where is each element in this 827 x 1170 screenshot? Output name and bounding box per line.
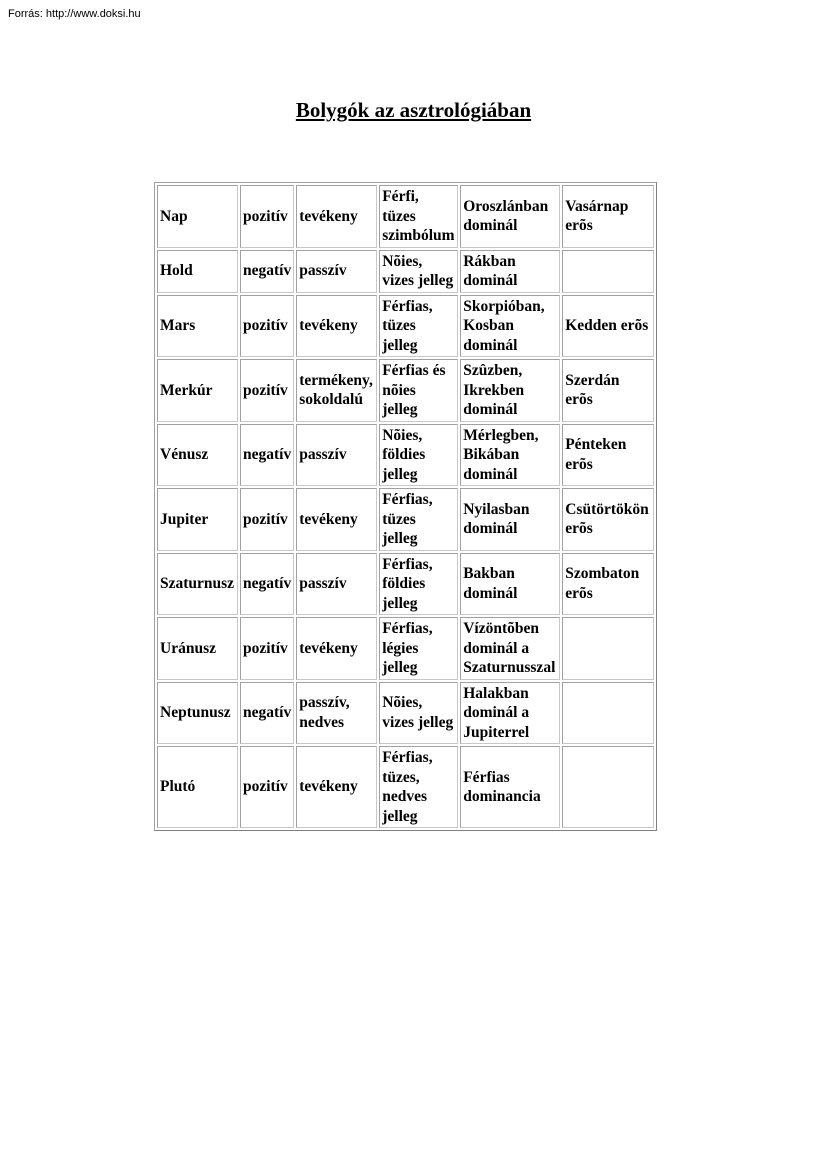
table-row (157, 553, 654, 616)
cell-polarity: pozitív (240, 185, 294, 248)
cell-character: tevékeny (296, 488, 377, 551)
cell-nature: Férfias, földies jelleg (379, 553, 458, 616)
cell-polarity: pozitív (240, 295, 294, 358)
cell-strong-day (562, 682, 654, 745)
cell-strong-day: Csütörtökön erõs (562, 488, 654, 551)
cell-polarity: negatív (240, 553, 294, 616)
cell-planet-name: Vénusz (157, 424, 238, 487)
cell-character: termékeny, sokoldalú (296, 359, 377, 422)
table-row (157, 617, 654, 680)
cell-character: passzív (296, 424, 377, 487)
cell-strong-day: Szombaton erõs (562, 553, 654, 616)
cell-strong-day: Vasárnap erõs (562, 185, 654, 248)
cell-strong-day: Kedden erõs (562, 295, 654, 358)
cell-nature: Férfias, tüzes, nedves jelleg (379, 746, 458, 828)
table-row (157, 359, 654, 422)
cell-strong-day: Szerdán erõs (562, 359, 654, 422)
cell-sign-dominance: Vízöntõben dominál a Szaturnusszal (460, 617, 560, 680)
cell-planet-name: Uránusz (157, 617, 238, 680)
cell-nature: Nõies, vizes jelleg (379, 250, 458, 293)
cell-strong-day: Pénteken erõs (562, 424, 654, 487)
cell-nature: Férfias és nõies jelleg (379, 359, 458, 422)
cell-polarity: pozitív (240, 617, 294, 680)
cell-sign-dominance: Nyilasban dominál (460, 488, 560, 551)
cell-nature: Férfias, légies jelleg (379, 617, 458, 680)
table-row (157, 682, 654, 745)
table-row (157, 746, 654, 828)
cell-polarity: negatív (240, 250, 294, 293)
table-row (157, 488, 654, 551)
cell-polarity: negatív (240, 682, 294, 745)
cell-sign-dominance: Skorpióban, Kosban dominál (460, 295, 560, 358)
cell-character: passzív, nedves (296, 682, 377, 745)
cell-sign-dominance: Szûzben, Ikrekben dominál (460, 359, 560, 422)
table-row (157, 295, 654, 358)
cell-nature: Férfias, tüzes jelleg (379, 488, 458, 551)
cell-sign-dominance: Rákban dominál (460, 250, 560, 293)
cell-character: tevékeny (296, 746, 377, 828)
cell-planet-name: Merkúr (157, 359, 238, 422)
cell-character: tevékeny (296, 295, 377, 358)
planets-table (154, 182, 657, 831)
cell-character: passzív (296, 250, 377, 293)
cell-polarity: negatív (240, 424, 294, 487)
cell-sign-dominance: Oroszlánban dominál (460, 185, 560, 248)
cell-strong-day (562, 617, 654, 680)
cell-planet-name: Mars (157, 295, 238, 358)
page-title: Bolygók az asztrológiában (295, 98, 532, 122)
cell-nature: Férfi, tüzes szimbólum (379, 185, 458, 248)
cell-planet-name: Nap (157, 185, 238, 248)
cell-strong-day (562, 746, 654, 828)
source-attribution: Forrás: http://www.doksi.hu (8, 8, 141, 20)
cell-polarity: pozitív (240, 746, 294, 828)
table-row (157, 250, 654, 293)
planets-table-container (154, 182, 657, 831)
cell-planet-name: Plutó (157, 746, 238, 828)
cell-planet-name: Szaturnusz (157, 553, 238, 616)
table-row (157, 185, 654, 248)
cell-sign-dominance: Férfias dominancia (460, 746, 560, 828)
cell-character: tevékeny (296, 185, 377, 248)
cell-planet-name: Hold (157, 250, 238, 293)
cell-nature: Nõies, földies jelleg (379, 424, 458, 487)
cell-polarity: pozitív (240, 488, 294, 551)
table-row (157, 424, 654, 487)
cell-planet-name: Neptunusz (157, 682, 238, 745)
cell-nature: Nõies, vizes jelleg (379, 682, 458, 745)
cell-sign-dominance: Halakban dominál a Jupiterrel (460, 682, 560, 745)
planets-table-body (157, 185, 654, 828)
cell-nature: Férfias, tüzes jelleg (379, 295, 458, 358)
cell-character: passzív (296, 553, 377, 616)
cell-sign-dominance: Bakban dominál (460, 553, 560, 616)
cell-strong-day (562, 250, 654, 293)
cell-sign-dominance: Mérlegben, Bikában dominál (460, 424, 560, 487)
cell-character: tevékeny (296, 617, 377, 680)
cell-planet-name: Jupiter (157, 488, 238, 551)
cell-polarity: pozitív (240, 359, 294, 422)
